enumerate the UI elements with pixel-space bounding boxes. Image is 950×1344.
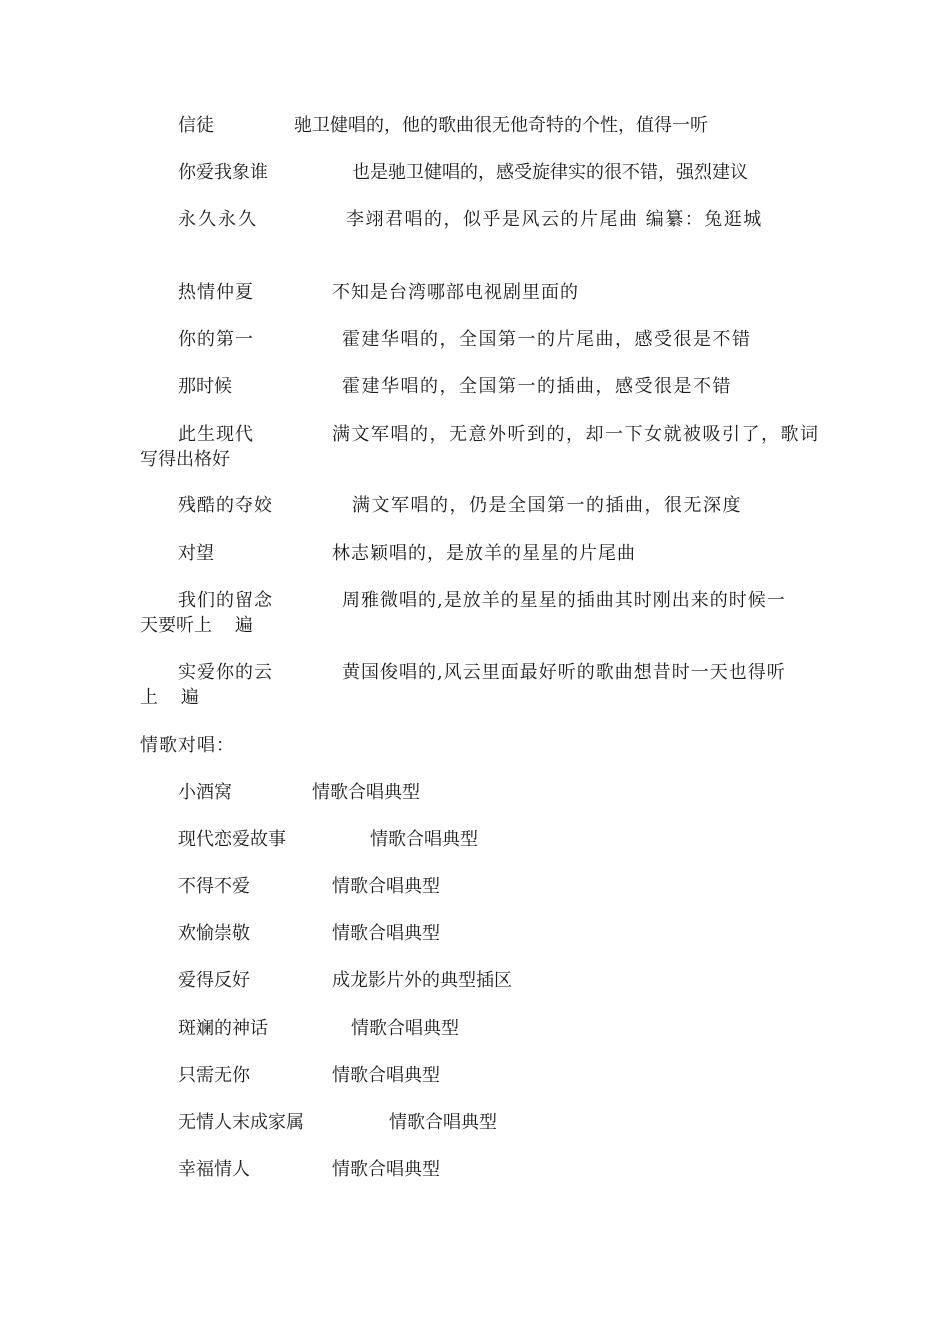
song-description: 情歌合唱典型 [332, 923, 440, 944]
song-description: 情歌合唱典型 [389, 1112, 497, 1133]
song-title: 爱得反好 [178, 970, 250, 991]
song-title: 那时候 [178, 376, 232, 397]
duet-entry-9 [140, 1157, 870, 1182]
duet-entry-6 [140, 1016, 870, 1041]
song-description: 林志颖唱的，是放羊的星星的片尾曲 [332, 543, 636, 564]
song-description: 也是驰卫健唱的，感受旋律实的很不错，强烈建议 [352, 162, 748, 183]
duet-entry-2 [140, 827, 870, 852]
duet-entry-3 [140, 874, 870, 899]
duet-entry-7 [140, 1063, 870, 1088]
song-entry-3 [140, 207, 870, 232]
song-entry-1 [140, 113, 870, 138]
song-description: 情歌合唱典型 [370, 829, 478, 850]
song-entry-10 [140, 588, 870, 638]
song-title: 只需无你 [178, 1065, 250, 1086]
song-title: 热情仲夏 [178, 282, 254, 303]
song-title: 不得不爱 [178, 876, 250, 897]
song-title: 斑斓的神话 [178, 1018, 268, 1039]
song-description: 情歌合唱典型 [332, 876, 440, 897]
song-description: 情歌合唱典型 [332, 1065, 440, 1086]
duet-entry-5 [140, 968, 870, 993]
song-description-continued: 写得出格好 [140, 449, 230, 470]
duet-entry-1 [140, 780, 870, 805]
song-entry-11 [140, 660, 870, 710]
song-title: 永久永久 [178, 209, 258, 230]
duet-entry-4 [140, 921, 870, 946]
song-entry-4 [140, 280, 870, 305]
song-entry-6 [140, 374, 870, 399]
song-description: 满文军唱的，仍是全国第一的插曲，很无深度 [352, 495, 742, 516]
song-description: 不知是台湾哪部电视剧里面的 [332, 282, 579, 303]
song-description: 黄国俊唱的,风云里面最好听的歌曲想昔时一天也得听 [342, 662, 786, 683]
song-title: 现代恋爱故事 [178, 829, 286, 850]
song-title: 欢愉崇敬 [178, 923, 250, 944]
song-title: 小酒窝 [178, 782, 232, 803]
song-entry-2 [140, 160, 870, 185]
section-heading: 情歌对唱： [140, 735, 235, 756]
song-title: 实爱你的云 [178, 662, 273, 683]
song-description: 成龙影片外的典型插区 [332, 970, 512, 991]
song-description-continued: 上 遍 [140, 687, 199, 708]
song-description: 驰卫健唱的，他的歌曲很无他奇特的个性，值得一听 [294, 115, 708, 136]
song-description: 满文军唱的，无意外听到的，却一下女就被吸引了，歌词 [332, 424, 820, 445]
song-entry-7 [140, 422, 870, 472]
song-entry-9 [140, 541, 870, 566]
song-title: 幸福情人 [178, 1159, 250, 1180]
song-title: 你的第一 [178, 329, 254, 350]
song-entry-8 [140, 493, 870, 518]
song-title: 我们的留念 [178, 590, 273, 611]
song-description: 情歌合唱典型 [351, 1018, 459, 1039]
song-title: 残酷的夺姣 [178, 495, 273, 516]
song-entry-5 [140, 327, 870, 352]
song-title: 此生现代 [178, 424, 254, 445]
song-title: 信徒 [178, 115, 214, 136]
song-description-continued: 天要听上 遍 [140, 615, 253, 636]
song-description: 霍建华唱的，全国第一的片尾曲，感受很是不错 [342, 329, 752, 350]
duet-entry-8 [140, 1110, 870, 1135]
song-description: 霍建华唱的，全国第一的插曲，感受很是不错 [342, 376, 732, 397]
song-title: 无情人末成家属 [178, 1112, 304, 1133]
song-title: 你爱我象谁 [178, 162, 268, 183]
song-description: 情歌合唱典型 [332, 1159, 440, 1180]
song-description: 情歌合唱典型 [312, 782, 420, 803]
song-title: 对望 [178, 543, 214, 564]
song-description: 周雅微唱的,是放羊的星星的插曲其时刚出来的时候一 [342, 590, 786, 611]
song-description: 李翊君唱的，似乎是风云的片尾曲 编纂：兔逛城 [346, 209, 763, 230]
